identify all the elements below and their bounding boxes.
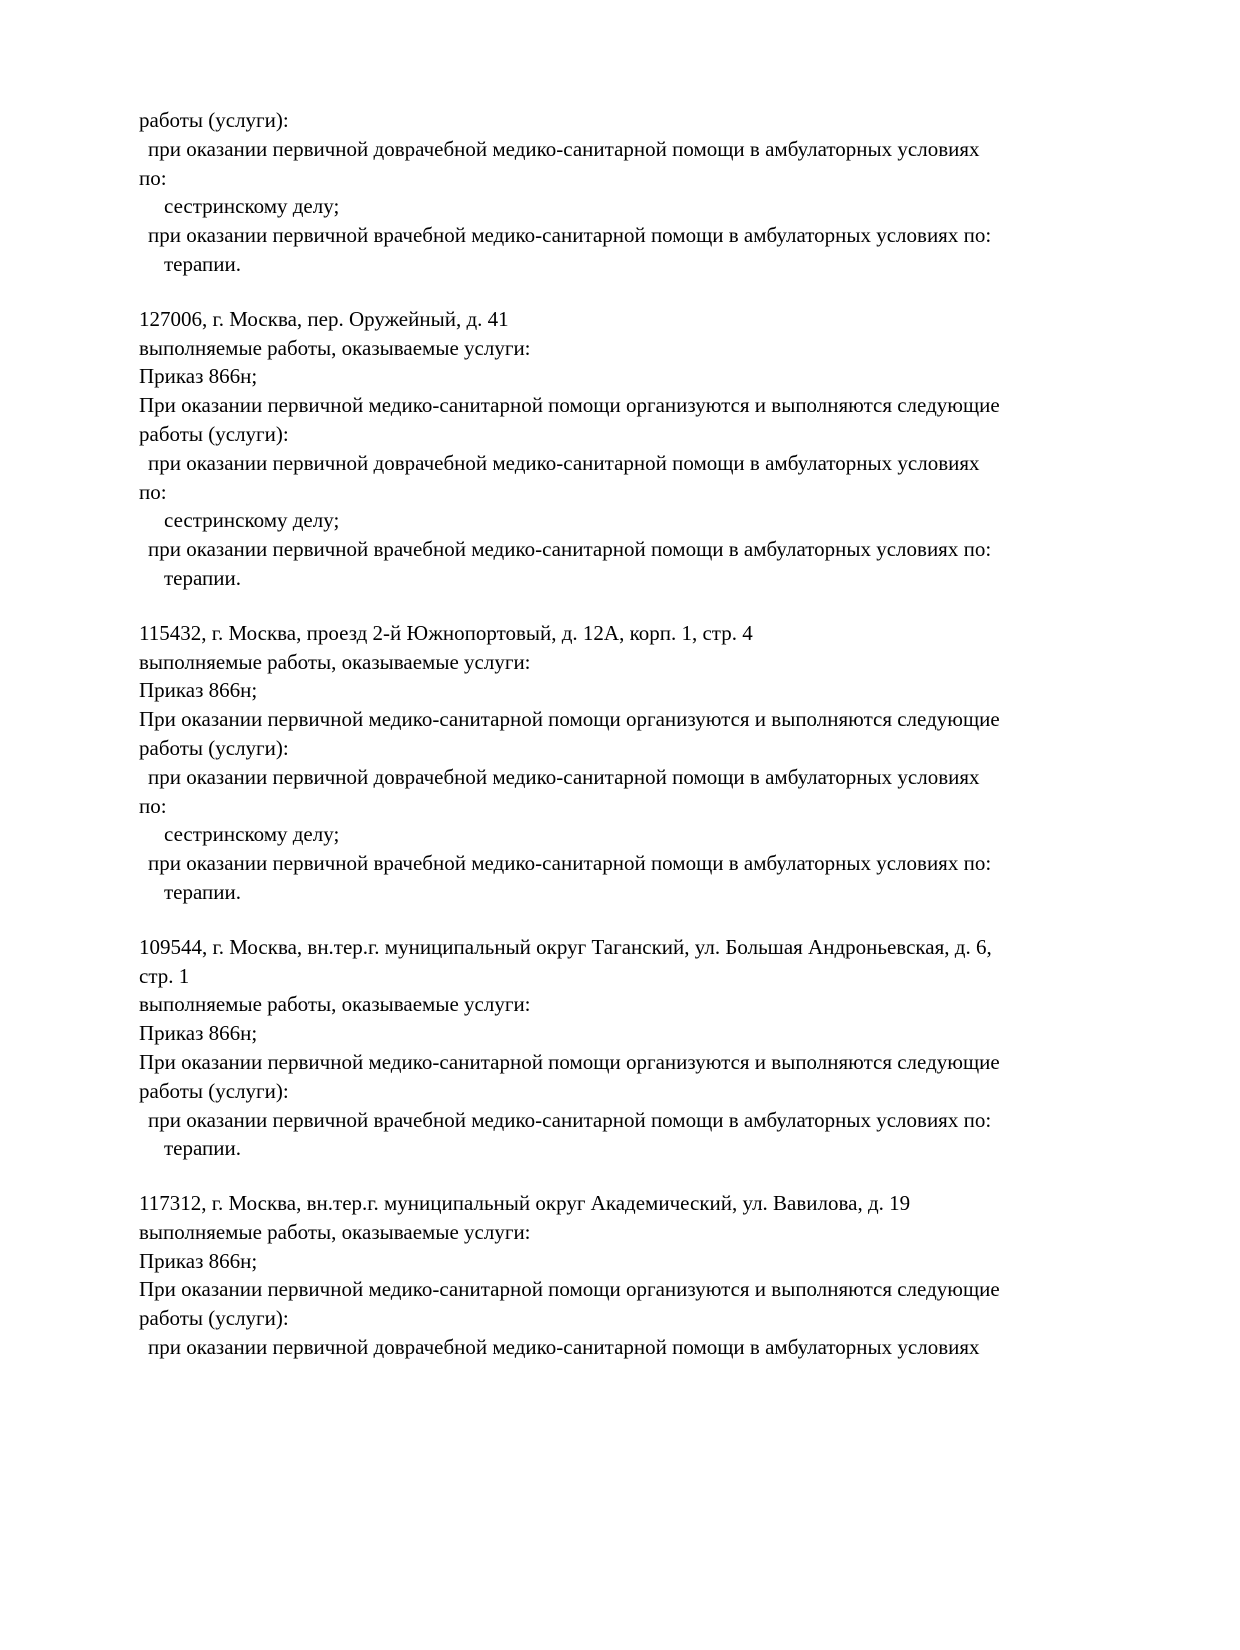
doc-line: терапии. — [164, 251, 242, 276]
doc-line: При оказании первичной медико-санитарной помощи организуются и выполняются следующие — [139, 393, 1000, 418]
doc-line: при оказании первичной доврачебной медико-санитарной помощи в амбулаторных условиях — [148, 450, 980, 475]
address-block-109544 — [139, 933, 1200, 1163]
doc-line: При оказании первичной медико-санитарной помощи организуются и выполняются следующие — [139, 707, 1000, 732]
doc-line: Приказ 866н; — [139, 364, 258, 389]
doc-line: выполняемые работы, оказываемые услуги: — [139, 335, 531, 360]
doc-line: при оказании первичной доврачебной медико-санитарной помощи в амбулаторных условиях — [148, 1335, 980, 1360]
doc-line: Приказ 866н; — [139, 1021, 258, 1046]
doc-line: При оказании первичной медико-санитарной помощи организуются и выполняются следующие — [139, 1049, 1000, 1074]
continuation-block — [139, 106, 1200, 279]
address-block-115432 — [139, 619, 1200, 907]
doc-line: 115432, г. Москва, проезд 2-й Южнопортовый, д. 12А, корп. 1, стр. 4 — [139, 620, 753, 645]
doc-line: терапии. — [164, 1136, 242, 1161]
doc-line: при оказании первичной доврачебной медико-санитарной помощи в амбулаторных условиях — [148, 136, 980, 161]
doc-line: при оказании первичной врачебной медико-санитарной помощи в амбулаторных условиях по: — [148, 537, 992, 562]
doc-line: сестринскому делу; — [164, 822, 340, 847]
document-body — [139, 106, 1200, 1362]
doc-line: сестринскому делу; — [164, 508, 340, 533]
doc-line: выполняемые работы, оказываемые услуги: — [139, 992, 531, 1017]
doc-line: при оказании первичной врачебной медико-санитарной помощи в амбулаторных условиях по: — [148, 1107, 992, 1132]
doc-line: сестринскому делу; — [164, 194, 340, 219]
doc-line: 127006, г. Москва, пер. Оружейный, д. 41 — [139, 306, 509, 331]
address-block-127006 — [139, 305, 1200, 593]
doc-line: выполняемые работы, оказываемые услуги: — [139, 649, 531, 674]
doc-line: терапии. — [164, 565, 242, 590]
doc-line: стр. 1 — [139, 963, 190, 988]
address-block-117312 — [139, 1189, 1200, 1362]
doc-line: Приказ 866н; — [139, 1248, 258, 1273]
doc-line: работы (услуги): — [139, 421, 289, 446]
doc-line: работы (услуги): — [139, 735, 289, 760]
doc-line: При оказании первичной медико-санитарной помощи организуются и выполняются следующие — [139, 1277, 1000, 1302]
doc-line: работы (услуги): — [139, 108, 289, 132]
doc-line: 117312, г. Москва, вн.тер.г. муниципальный округ Академический, ул. Вавилова, д. 19 — [139, 1191, 911, 1216]
doc-line: работы (услуги): — [139, 1306, 289, 1331]
doc-line: при оказании первичной врачебной медико-санитарной помощи в амбулаторных условиях по: — [148, 851, 992, 876]
doc-line: 109544, г. Москва, вн.тер.г. муниципальный округ Таганский, ул. Большая Андроньевская, д. 6, — [139, 934, 992, 959]
doc-line: по: — [139, 479, 167, 504]
doc-line: Приказ 866н; — [139, 678, 258, 703]
doc-line: при оказании первичной доврачебной медико-санитарной помощи в амбулаторных условиях — [148, 764, 980, 789]
doc-line: терапии. — [164, 879, 242, 904]
doc-line: при оказании первичной врачебной медико-санитарной помощи в амбулаторных условиях по: — [148, 223, 992, 248]
doc-line: по: — [139, 165, 167, 190]
doc-line: выполняемые работы, оказываемые услуги: — [139, 1219, 531, 1244]
doc-line: работы (услуги): — [139, 1078, 289, 1103]
doc-line: по: — [139, 793, 167, 818]
